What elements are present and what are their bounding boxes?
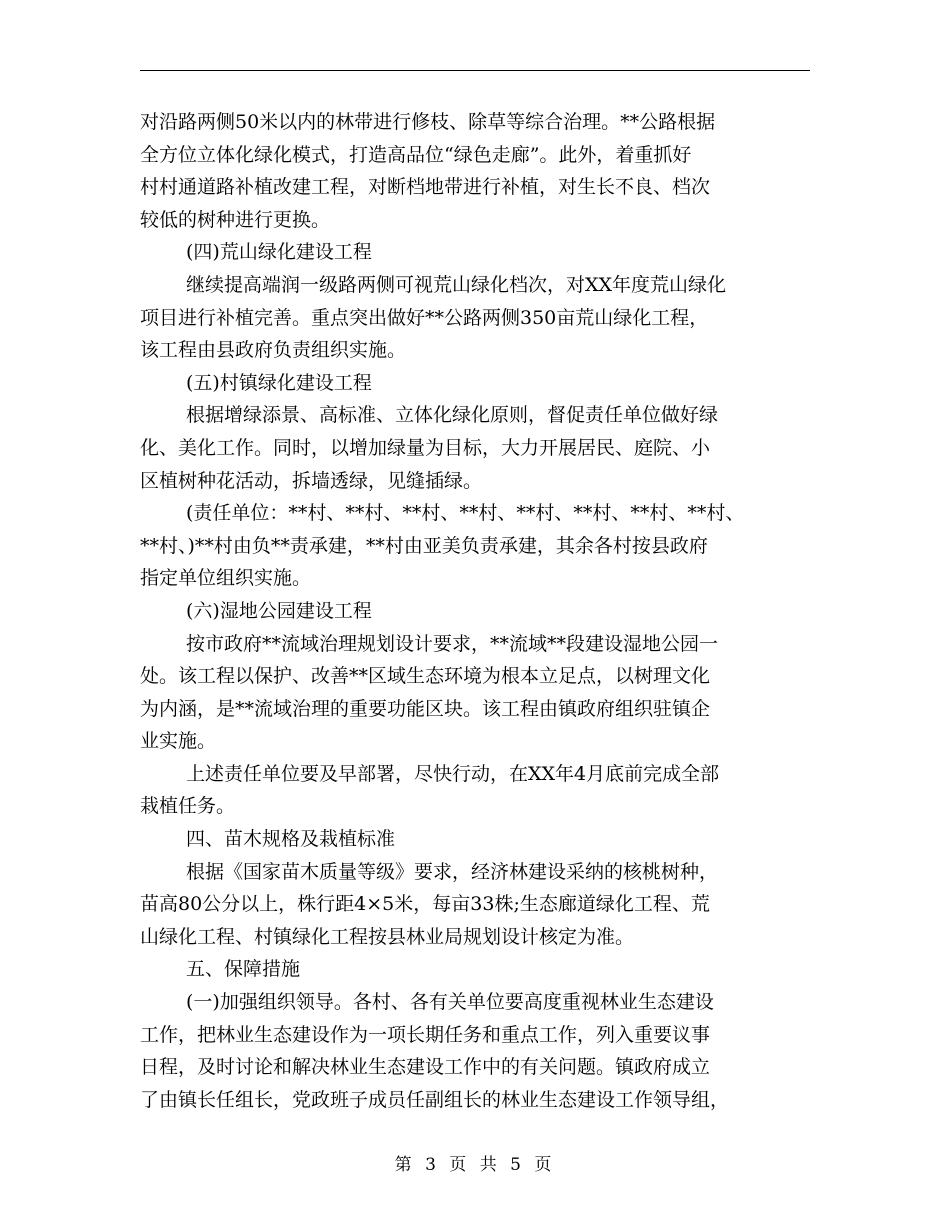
text-line: 全方位立体化绿化模式，打造高品位“绿色走廊”。此外，着重抓好 [140,143,692,166]
text-line: 村村通道路补植改建工程，对断档地带进行补植，对生长不良、档次 [140,176,711,199]
text-line: (责任单位：**村、**村、**村、**村、**村、**村、**村、**村、 [186,502,745,525]
text-line: 工作，把林业生态建设作为一项长期任务和重点工作，列入重要议事 [140,1023,711,1046]
header-rule [140,70,810,71]
body-text [140,106,812,1116]
text-line: 项目进行补植完善。重点突出做好**公路两侧350亩荒山绿化工程， [140,306,709,329]
text-line: 五、保障措施 [186,958,301,981]
text-line: (四)荒山绿化建设工程 [186,241,372,264]
text-line: (一)加强组织领导。各村、各有关单位要高度重视林业生态建设 [186,991,714,1014]
text-line: 该工程由县政府负责组织实施。 [140,339,407,362]
text-line: 较低的树种进行更换。 [140,208,331,231]
text-line: 根据增绿添景、高标准、立体化绿化原则，督促责任单位做好绿 [186,404,719,427]
text-line: 按市政府**流域治理规划设计要求，**流域**段建设湿地公园一 [186,632,719,655]
text-line: 上述责任单位要及早部署，尽快行动，在XX年4月底前完成全部 [186,762,720,785]
text-line: 指定单位组织实施。 [140,567,312,590]
page-footer: 第 3 页 共 5 页 [394,1155,556,1175]
text-line: 化、美化工作。同时，以增加绿量为目标，大力开展居民、庭院、小 [140,436,711,459]
text-line: 栽植任务。 [140,795,236,818]
text-line: 区植树种花活动，拆墙透绿，见缝插绿。 [140,469,483,492]
text-line: 了由镇长任组长，党政班子成员任副组长的林业生态建设工作领导组， [140,1088,730,1111]
text-line: 处。该工程以保护、改善**区域生态环境为根本立足点，以树理文化 [140,665,711,688]
text-line: 日程，及时讨论和解决林业生态建设工作中的有关问题。镇政府成立 [140,1056,711,1079]
text-line: 山绿化工程、村镇绿化工程按县林业局规划设计核定为准。 [140,925,635,948]
text-line: 苗高80公分以上，株行距4×5米，每亩33株;生态廊道绿化工程、荒 [140,893,710,916]
text-line: 为内涵，是**流域治理的重要功能区块。该工程由镇政府组织驻镇企 [140,697,711,720]
text-line: (五)村镇绿化建设工程 [186,371,372,394]
text-line: 对沿路两侧50米以内的林带进行修枝、除草等综合治理。**公路根据 [140,111,716,133]
text-line: **村、)**村由负**责承建，**村由亚美负责承建，其余各村按县政府 [140,534,708,557]
text-line: (六)湿地公园建设工程 [186,599,372,622]
text-line: 四、苗木规格及栽植标准 [186,828,396,851]
text-line: 根据《国家苗木质量等级》要求，经济林建设采纳的核桃树种， [186,860,719,883]
text-line: 业实施。 [140,730,217,753]
text-line: 继续提高端润一级路两侧可视荒山绿化档次，对XX年度荒山绿化 [186,273,727,296]
